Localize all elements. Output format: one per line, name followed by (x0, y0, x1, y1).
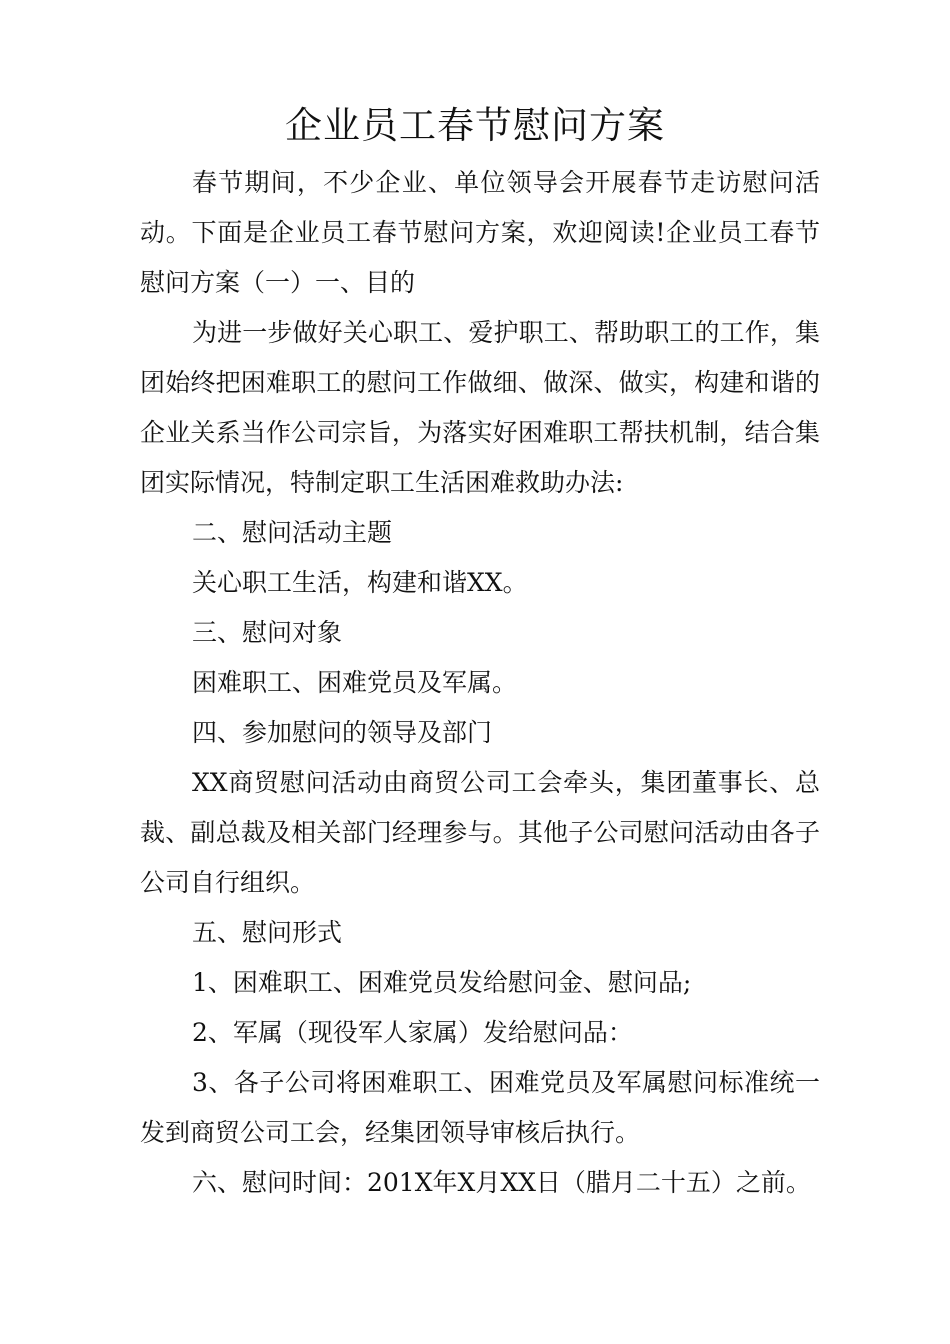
paragraph-leaders: XX商贸慰问活动由商贸公司工会牵头，集团董事长、总裁、副总裁及相关部门经理参与。其他子公司慰问活动由各子公司自行组织。 (140, 768, 820, 897)
paragraph-targets: 困难职工、困难党员及军属。 (192, 668, 518, 697)
heading-theme: 二、慰问活动主题 (192, 518, 393, 547)
document-body (140, 158, 820, 1208)
document-title: 企业员工春节慰问方案 (285, 104, 665, 147)
list-item-form-3: 3、各子公司将困难职工、困难党员及军属慰问标准统一发到商贸公司工会，经集团领导审核后执行。 (140, 1068, 820, 1147)
paragraph-theme: 关心职工生活，构建和谐XX。 (192, 568, 528, 597)
paragraph-time: 六、慰问时间：201X年X月XX日（腊月二十五）之前。 (192, 1168, 811, 1197)
list-item-form-1: 1、困难职工、困难党员发给慰问金、慰问品; (192, 968, 692, 997)
heading-leaders: 四、参加慰问的领导及部门 (192, 718, 493, 747)
heading-targets: 三、慰问对象 (192, 618, 343, 647)
list-item-form-2: 2、军属（现役军人家属）发给慰问品： (192, 1018, 633, 1047)
paragraph-purpose: 为进一步做好关心职工、爱护职工、帮助职工的工作，集团始终把困难职工的慰问工作做细、做深、做实，构建和谐的企业关系当作公司宗旨，为落实好困难职工帮扶机制，结合集团实际情况，特制定职工生活困难救助办法: (140, 318, 820, 497)
paragraph-intro: 春节期间，不少企业、单位领导会开展春节走访慰问活动。下面是企业员工春节慰问方案，欢迎阅读!企业员工春节慰问方案（一）一、目的 (140, 168, 820, 297)
heading-forms: 五、慰问形式 (192, 918, 343, 947)
